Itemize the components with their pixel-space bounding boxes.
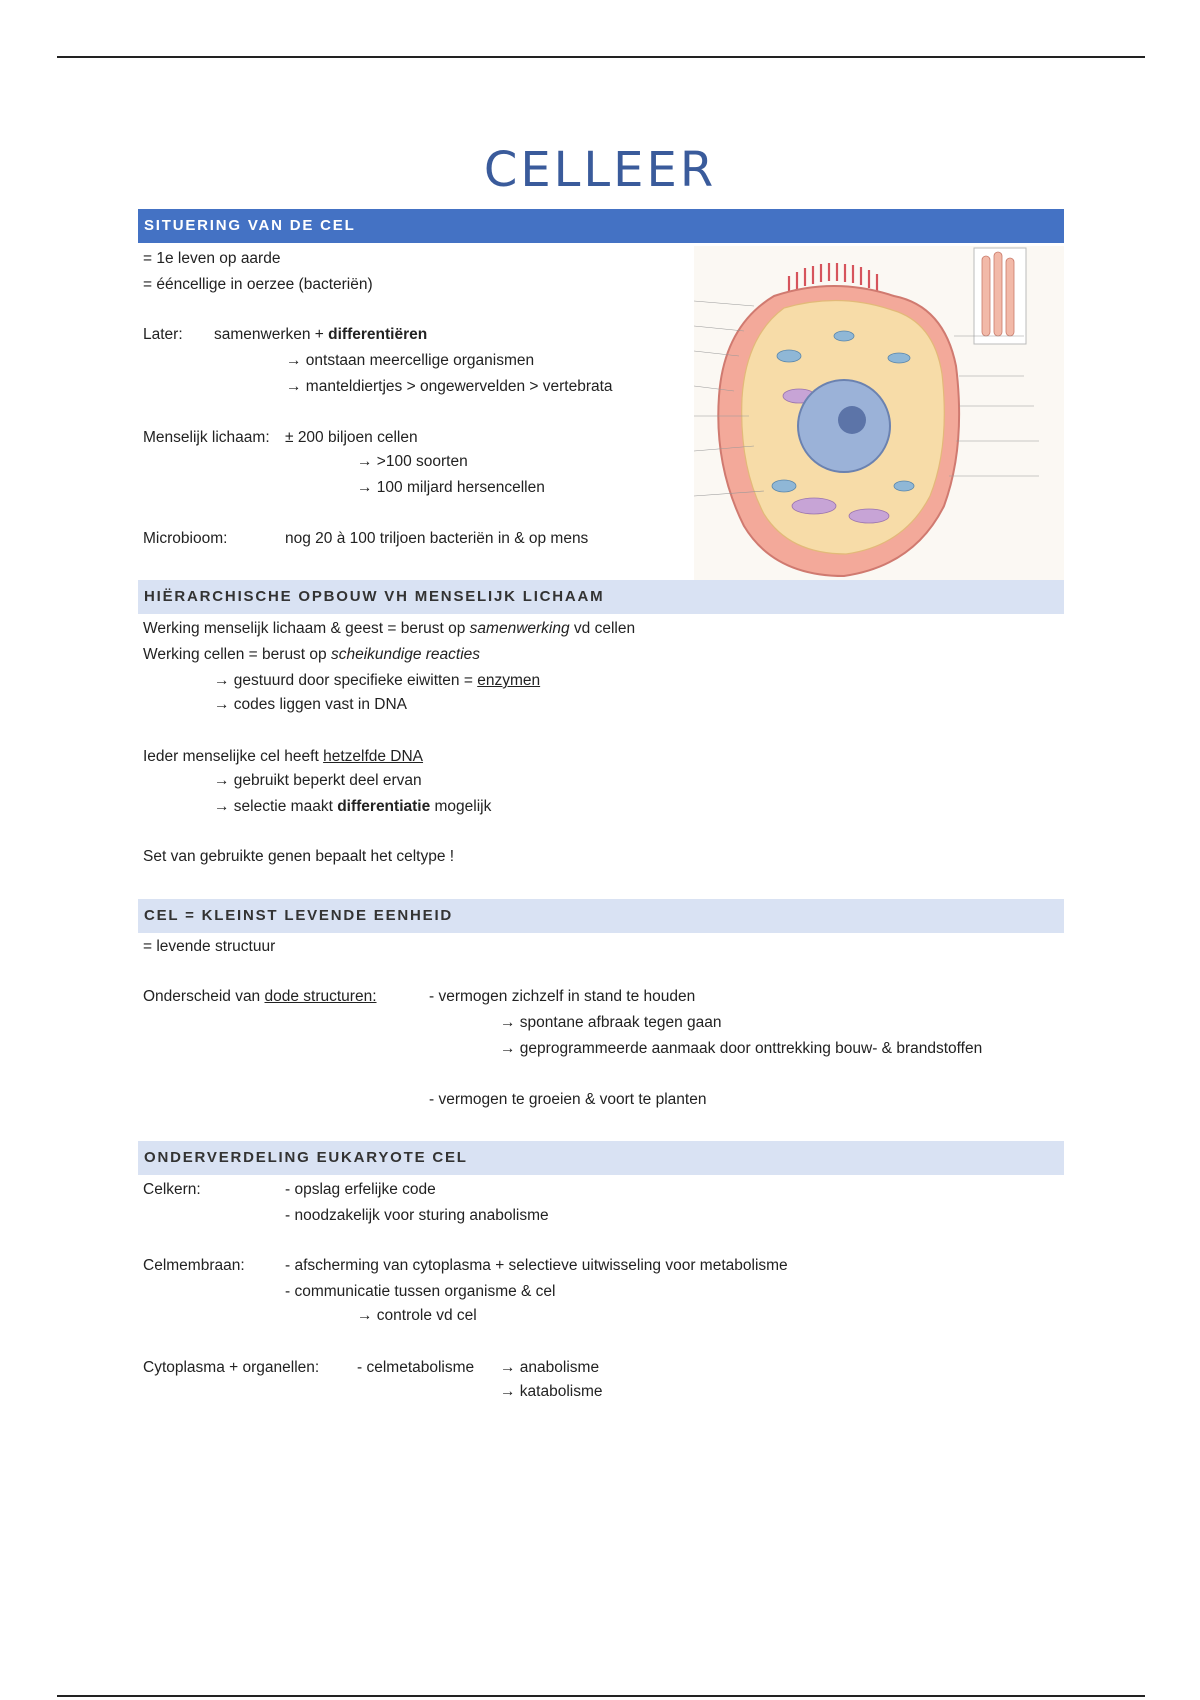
kern-2: - noodzakelijk voor sturing anabolisme	[285, 1207, 549, 1224]
s3-line1: = levende structuur	[143, 938, 276, 955]
cyto-3: → katabolisme	[500, 1383, 603, 1400]
s2-line2-a: Werking cellen = berust op	[143, 646, 331, 663]
kern-label: Celkern:	[143, 1181, 201, 1198]
s2-line7-c: mogelijk	[430, 798, 492, 815]
mem-label: Celmembraan:	[143, 1257, 245, 1274]
s2-line1-b: samenwerking	[469, 620, 570, 637]
kern-1: - opslag erfelijke code	[285, 1181, 436, 1198]
page-title: CELLEER	[483, 142, 717, 198]
s3-line3: → spontane afbraak tegen gaan	[500, 1014, 722, 1031]
cyto-1: - celmetabolisme	[357, 1359, 475, 1376]
s2-line1	[143, 620, 635, 638]
later-text-a: samenwerken +	[214, 326, 329, 343]
s3-line2-value: - vermogen zichzelf in stand te houden	[429, 988, 696, 1005]
body-value: ± 200 biljoen cellen	[285, 429, 418, 446]
later-arrow2: → manteldiertjes > ongewervelden > vertebrata	[286, 378, 613, 395]
s2-line4: → codes liggen vast in DNA	[214, 696, 407, 713]
s2-line2-b: scheikundige reacties	[330, 646, 481, 663]
eukaryotic-cell-illustration	[694, 246, 1064, 582]
later-label: Later:	[143, 326, 183, 343]
mem-2: - communicatie tussen organisme & cel	[285, 1283, 556, 1300]
micro-label: Microbioom:	[143, 530, 228, 547]
s3-line4: → geprogrammeerde aanmaak door onttrekking bouw- & brandstoffen	[500, 1040, 983, 1057]
s2-line1-a: Werking menselijk lichaam & geest = berust op	[143, 620, 470, 637]
s1-line2: = ééncellige in oerzee (bacteriën)	[143, 276, 373, 293]
s2-line2	[143, 646, 480, 664]
top-rule	[57, 56, 1145, 58]
mem-1: - afscherming van cytoplasma + selectieve uitwisseling voor metabolisme	[285, 1257, 788, 1274]
cyto-label: Cytoplasma + organellen:	[143, 1359, 320, 1376]
later-arrow1: → ontstaan meercellige organismen	[286, 352, 535, 369]
later-text-b: differentiëren	[328, 326, 428, 343]
section-header-onderverdeling: ONDERVERDELING EUKARYOTE CEL	[138, 1141, 1064, 1175]
s2-line7-a: → selectie maakt	[214, 798, 338, 815]
s3-line2-b: dode structuren:	[264, 988, 377, 1005]
s3-line2-label	[143, 988, 377, 1006]
s2-line1-c: vd cellen	[569, 620, 636, 637]
s2-line3-b: enzymen	[477, 672, 541, 689]
s2-line8: Set van gebruikte genen bepaalt het celtype !	[143, 848, 455, 865]
section-header-situering: SITUERING VAN DE CEL	[138, 209, 1064, 243]
s3-line5: - vermogen te groeien & voort te planten	[429, 1091, 707, 1108]
s2-line5	[143, 748, 423, 766]
s3-line2-a: Onderscheid van	[143, 988, 265, 1005]
s2-line6: → gebruikt beperkt deel ervan	[214, 772, 422, 789]
body-label: Menselijk lichaam:	[143, 429, 270, 446]
cyto-2: → anabolisme	[500, 1359, 600, 1376]
section-header-hierarchie: HIËRARCHISCHE OPBOUW VH MENSELIJK LICHAAM	[138, 580, 1064, 614]
body-arrow1: → >100 soorten	[357, 453, 468, 470]
s2-line5-a: Ieder menselijke cel heeft	[143, 748, 324, 765]
later-text	[214, 326, 427, 344]
body-arrow2: → 100 miljard hersencellen	[357, 479, 545, 496]
s2-line3	[214, 672, 540, 690]
micro-value: nog 20 à 100 triljoen bacteriën in & op mens	[285, 530, 589, 547]
s2-line5-b: hetzelfde DNA	[323, 748, 424, 765]
bottom-rule	[57, 1695, 1145, 1697]
s2-line7	[214, 798, 491, 816]
s1-line1: = 1e leven op aarde	[143, 250, 281, 267]
section-header-cel: CEL = KLEINST LEVENDE EENHEID	[138, 899, 1064, 933]
s2-line7-b: differentiatie	[337, 798, 431, 815]
s2-line3-a: → gestuurd door specifieke eiwitten =	[214, 672, 478, 689]
mem-3: → controle vd cel	[357, 1307, 477, 1324]
